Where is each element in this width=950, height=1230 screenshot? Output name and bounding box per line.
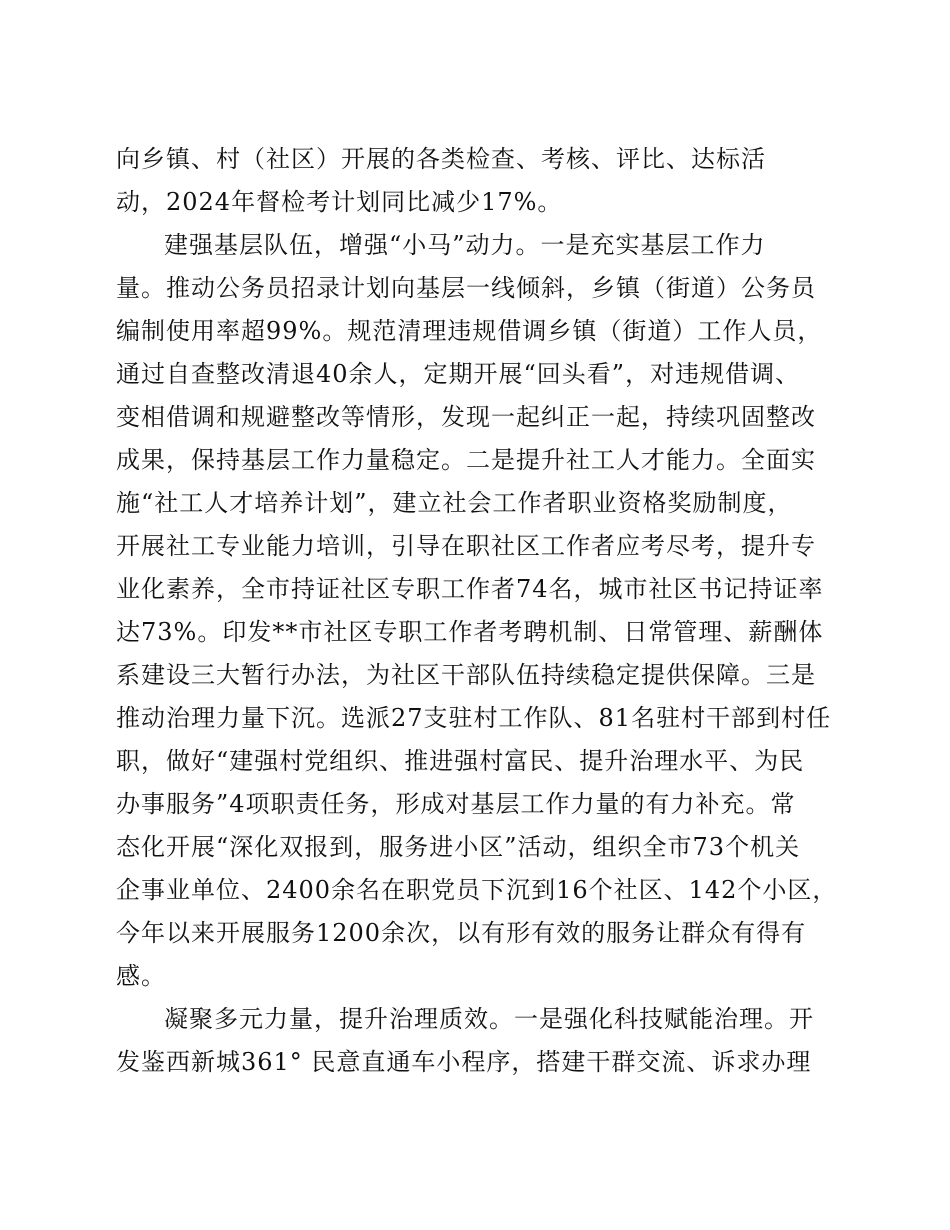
text-line: 施“社工人才培养计划”，建立社会工作者职业资格奖励制度， — [116, 489, 793, 517]
text-line: 量。推动公务员招录计划向基层一线倾斜，乡镇（街道）公务员 — [116, 274, 816, 302]
text-line: 动，2024年督检考计划同比减少17%。 — [116, 188, 563, 216]
text-line: 态化开展“深化双报到，服务进小区”活动，组织全市73个机关 — [116, 833, 801, 861]
text-line: 变相借调和规避整改等情形，发现一起纠正一起，持续巩固整改 — [116, 403, 816, 431]
paragraph-start-line: 凝聚多元力量，提升治理质效。一是强化科技赋能治理。开 — [164, 1005, 814, 1033]
text-line: 办事服务”4项职责任务，形成对基层工作力量的有力补充。常 — [116, 790, 796, 818]
text-line: 企事业单位、2400余名在职党员下沉到16个社区、142个小区， — [116, 876, 838, 904]
text-line: 今年以来开展服务1200余次，以有形有效的服务让群众有得有 — [116, 919, 807, 947]
text-line: 开展社工专业能力培训，引导在职社区工作者应考尽考，提升专 — [116, 532, 816, 560]
text-line: 系建设三大暂行办法，为社区干部队伍持续稳定提供保障。三是 — [116, 661, 816, 689]
text-line: 通过自查整改清退40余人，定期开展“回头看”，对违规借调、 — [116, 360, 801, 388]
text-line: 向乡镇、村（社区）开展的各类检查、考核、评比、达标活 — [116, 145, 766, 173]
text-line: 推动治理力量下沉。选派27支驻村工作队、81名驻村干部到村任 — [116, 704, 832, 732]
text-line: 业化素养，全市持证社区专职工作者74名，城市社区书记持证率 — [116, 575, 824, 603]
document-body — [116, 138, 836, 1084]
text-line: 感。 — [116, 962, 166, 990]
text-line: 成果，保持基层工作力量稳定。二是提升社工人才能力。全面实 — [116, 446, 816, 474]
text-line: 达73%。印发**市社区专职工作者考聘机制、日常管理、薪酬体 — [116, 618, 824, 646]
text-line: 职，做好“建强村党组织、推进强村富民、提升治理水平、为民 — [116, 747, 805, 775]
paragraph-start-line: 建强基层队伍，增强“小马”动力。一是充实基层工作力 — [164, 231, 766, 259]
text-line: 发鉴西新城361° 民意直通车小程序，搭建干群交流、诉求办理 — [116, 1048, 812, 1076]
text-line: 编制使用率超99%。规范清理违规借调乡镇（街道）工作人员， — [116, 317, 823, 345]
